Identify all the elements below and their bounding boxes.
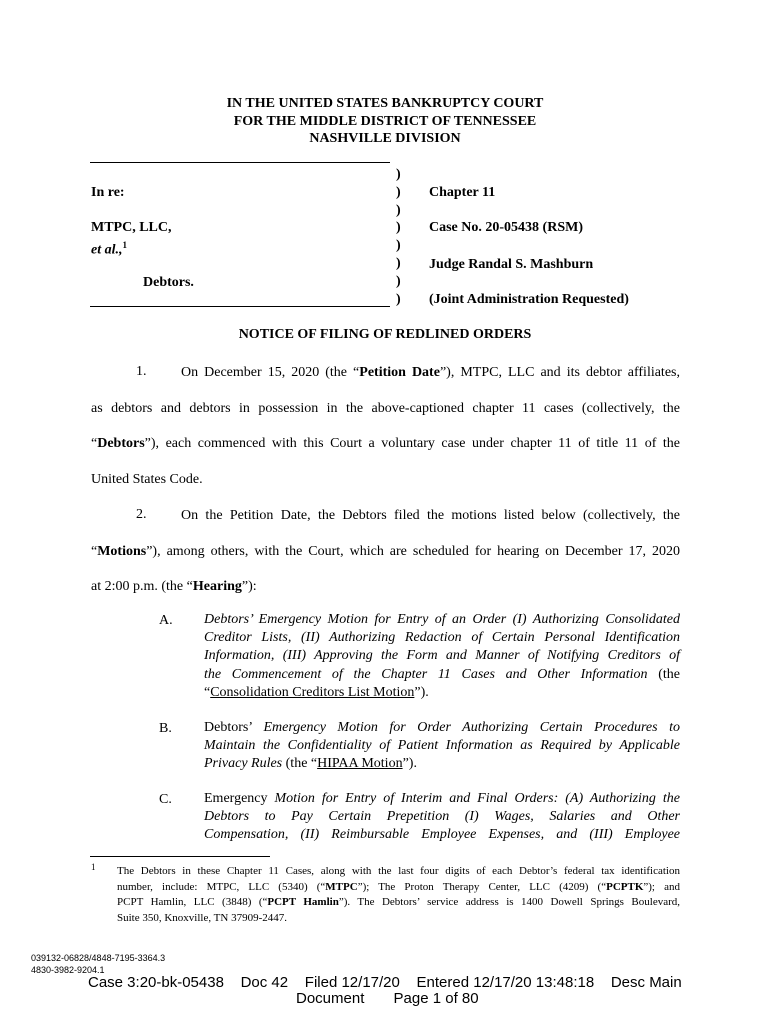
paragraph-2-number: 2. bbox=[136, 507, 147, 522]
footnote-ref: 1 bbox=[122, 240, 127, 250]
judge-name: Judge Randal S. Mashburn bbox=[429, 257, 594, 272]
court-header bbox=[0, 95, 770, 148]
joint-administration: (Joint Administration Requested) bbox=[429, 292, 629, 307]
caption-parens: ) ) ) ) ) ) ) ) bbox=[396, 167, 401, 307]
chapter-label: Chapter 11 bbox=[429, 185, 496, 200]
debtor-name: MTPC, LLC, bbox=[91, 220, 172, 235]
item-b-letter: B. bbox=[159, 721, 172, 736]
footnote-rule bbox=[90, 856, 270, 857]
document-id-1: 039132-06828/4848-7195-3364.3 bbox=[31, 953, 166, 963]
paragraph-1-line-1: On December 15, 2020 (the “Petition Date”), MTPC, LLC and its debtor affiliates, bbox=[181, 365, 680, 380]
case-number: Case No. 20-05438 (RSM) bbox=[429, 220, 583, 235]
court-district: FOR THE MIDDLE DISTRICT OF TENNESSEE bbox=[233, 113, 537, 129]
caption-bottom-rule bbox=[90, 306, 390, 307]
paragraph-1-line-3: “Debtors”), each commenced with this Court a voluntary case under chapter 11 of title 11 of the bbox=[91, 436, 680, 451]
debtors-label: Debtors. bbox=[143, 275, 194, 290]
caption-top-rule bbox=[90, 162, 390, 163]
in-re-label: In re: bbox=[91, 185, 125, 200]
hipaa-motion: HIPAA Motion bbox=[317, 756, 403, 772]
item-c-text: Emergency Motion for Entry of Interim and Final Orders: (A) Authorizing the Debtors to Pay Certain Prepetition (I) Wages, Salaries and Other Compensation, (II) Reimbursable Employee Expenses, and (III) Employee bbox=[204, 791, 680, 843]
paragraph-1-number: 1. bbox=[136, 364, 147, 379]
filing-stamp-line-2: Document Page 1 of 80 bbox=[296, 990, 479, 1007]
paragraph-2-line-3: at 2:00 p.m. (the “Hearing”): bbox=[91, 579, 257, 594]
paragraph-1-line-4: United States Code. bbox=[91, 472, 203, 487]
court-name: IN THE UNITED STATES BANKRUPTCY COURT bbox=[226, 96, 544, 111]
paragraph-2-line-1: On the Petition Date, the Debtors filed the motions listed below (collectively, the bbox=[181, 508, 680, 523]
item-b-text: Debtors’ Emergency Motion for Order Authorizing Certain Procedures to Maintain the Confidentiality of Patient Information as Required by Applicable Privacy Rules (the “HIPAA Motion”). bbox=[204, 720, 680, 772]
item-a-letter: A. bbox=[159, 613, 173, 628]
paragraph-2-line-2: “Motions”), among others, with the Court, which are scheduled for hearing on December 17, 2020 bbox=[91, 544, 680, 559]
filing-stamp-line-1: Case 3:20-bk-05438 Doc 42 Filed 12/17/20 Entered 12/17/20 13:48:18 Desc Main bbox=[88, 974, 682, 991]
notice-title: NOTICE OF FILING OF REDLINED ORDERS bbox=[238, 327, 532, 342]
footnote-mark: 1 bbox=[91, 862, 96, 872]
paragraph-1-line-2: as debtors and debtors in possession in the above-captioned chapter 11 cases (collectively, the bbox=[91, 401, 680, 416]
consolidation-creditors-list-motion: Consolidation Creditors List Motion bbox=[210, 684, 415, 700]
debtor-et-al: et al.,$^1$ bbox=[91, 240, 127, 258]
item-a-text: Debtors’ Emergency Motion for Entry of an Order (I) Authorizing Consolidated Creditor Lists, (II) Authorizing Redaction of Certain Personal Identification Information, (III) Approving the Form and Manner of Notifying Creditors of the Commencement of the Chapter 11 Cases and Other Information (the “Consolidation Creditors List Motion”). bbox=[204, 612, 680, 700]
court-division: NASHVILLE DIVISION bbox=[309, 131, 461, 146]
footnote-text: The Debtors in these Chapter 11 Cases, along with the last four digits of each Debtor’s federal tax identification number, include: MTPC, LLC (5340) (“MTPC”); The Proton Therapy Center, LLC (4209) (“PCPTK”); and PCPT Hamlin, LLC (3848) (“PCPT Hamlin”). The Debtors’ service address is 1400 Dowell Springs Boulevard, Suite 350, Knoxville, TN 37909-2447. bbox=[117, 865, 680, 924]
item-c-letter: C. bbox=[159, 792, 172, 807]
document-id-2: 4830-3982-9204.1 bbox=[31, 965, 105, 975]
